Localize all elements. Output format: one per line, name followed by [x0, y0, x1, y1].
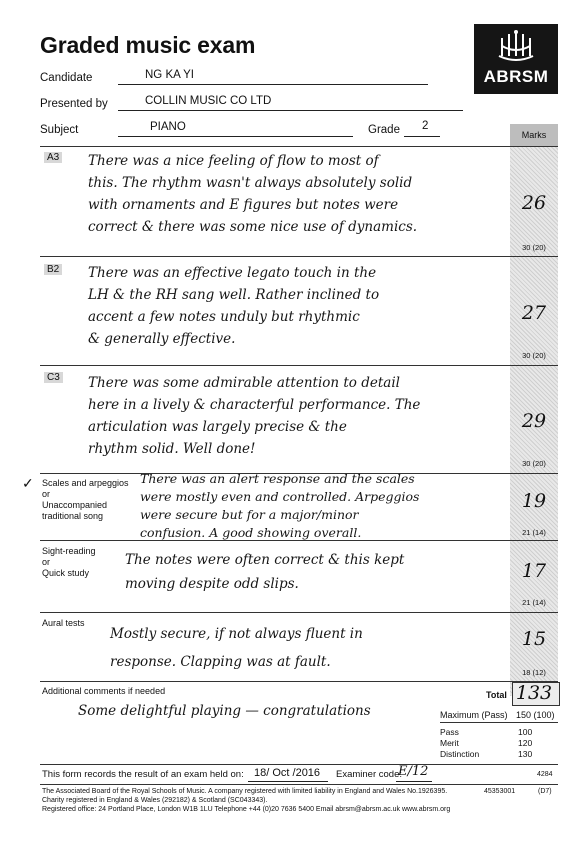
presented-line [118, 110, 463, 111]
legal-text: Charity registered in England & Wales (292182) & Scotland (SC043343). [42, 797, 268, 804]
date-line [248, 781, 328, 782]
scales-score: 19 [521, 490, 547, 512]
distinction-label: Distinction [440, 749, 480, 759]
comment-line: moving despite odd slips. [125, 576, 299, 592]
legal-text: Registered office: 24 Portland Place, London W1B 1LU Telephone +44 (0)20 7636 5400 Email abrsm@abrsm.ac.uk www.abrsm.org [42, 806, 451, 813]
presented-value: COLLIN MUSIC CO LTD [145, 95, 272, 107]
piece-code: B2 [44, 264, 62, 275]
sight-score: 17 [521, 560, 547, 582]
piece-code: A3 [44, 152, 62, 163]
maximum-label: Maximum (Pass) [440, 710, 508, 720]
section-divider [40, 612, 558, 613]
section-divider [40, 146, 558, 147]
abrsm-logo [474, 24, 558, 94]
comment-line: There was an alert response and the scales [140, 471, 415, 486]
scales-label-line: or [42, 489, 51, 499]
piece-max: 30 (20) [522, 459, 546, 468]
section-divider [40, 256, 558, 257]
piece-score: 26 [521, 192, 547, 214]
section-divider [40, 540, 558, 541]
total-label: Total [486, 690, 507, 700]
record-text: This form records the result of an exam held on: [42, 769, 244, 780]
scales-label-line: traditional song [42, 511, 104, 521]
crown-icon [496, 30, 536, 64]
form-number: 4284 [537, 771, 553, 778]
scales-label-line: Unaccompanied [42, 500, 108, 510]
scales-label-line: Scales and arpeggios [42, 478, 129, 488]
sight-label [42, 546, 96, 579]
grade-value: 2 [422, 120, 429, 132]
section-divider [40, 681, 558, 682]
examiner-line [396, 781, 432, 782]
comment-line: The notes were often correct & this kept [125, 552, 405, 568]
piece-max: 30 (20) [522, 243, 546, 252]
comment-line: were mostly even and controlled. Arpeggios [140, 489, 420, 504]
comment-line: rhythm solid. Well done! [88, 441, 256, 457]
scales-max: 21 (14) [522, 528, 546, 537]
exam-date: 18/ Oct /2016 [254, 767, 321, 779]
pass-label: Pass [440, 727, 459, 737]
sight-label-line: Quick study [42, 568, 90, 578]
piece-code: C3 [44, 372, 63, 383]
comment-line: accent a few notes unduly but rhythmic [88, 309, 360, 325]
sight-label-line: Sight-reading [42, 546, 96, 556]
pass-value: 100 [518, 727, 533, 737]
comment-line: with ornaments and E figures but notes were [88, 197, 399, 213]
comment-line: confusion. A good showing overall. [140, 525, 362, 540]
sight-max: 21 (14) [522, 598, 546, 607]
presented-label: Presented by [40, 98, 108, 110]
comment-line: There was some admirable attention to detail [88, 375, 400, 391]
candidate-value: NG KA YI [145, 69, 195, 81]
piece-score: 27 [521, 302, 547, 324]
piece-comment [88, 372, 420, 460]
comment-line: Mostly secure, if not always fluent in [110, 626, 363, 642]
comment-line: There was a nice feeling of flow to most of [88, 153, 379, 169]
comment-line: & generally effective. [88, 331, 236, 347]
merit-label: Merit [440, 738, 459, 748]
examiner-label: Examiner code: [336, 769, 403, 780]
subject-label: Subject [40, 124, 79, 136]
aural-comment [110, 620, 363, 676]
section-divider [40, 365, 558, 366]
piece-comment [88, 150, 417, 238]
additional-comment: Some delightful playing — congratulations [78, 703, 371, 719]
scales-label [42, 478, 129, 522]
comment-line: There was an effective legato touch in the [88, 265, 377, 281]
logo-text: ABRSM [483, 67, 549, 86]
comment-line: articulation was largely precise & the [88, 419, 347, 435]
legal-text: The Associated Board of the Royal Schools of Music. A company registered with limited liability in England and Wales No.1926395. [42, 788, 448, 795]
candidate-line [118, 84, 428, 85]
comment-line: LH & the RH sang well. Rather inclined to [88, 287, 380, 303]
maximum-value: 150 (100) [516, 710, 555, 720]
check-mark: ✓ [22, 476, 34, 492]
comment-line: were secure but for a major/minor [140, 507, 359, 522]
grade-line [404, 136, 440, 137]
sight-label-line: or [42, 557, 51, 567]
piece-max: 30 (20) [522, 351, 546, 360]
footer-divider [40, 784, 558, 785]
aural-label: Aural tests [42, 618, 85, 628]
subject-value: PIANO [150, 121, 186, 133]
grade-label: Grade [368, 124, 400, 136]
maximum-rule [440, 722, 558, 723]
comment-line: this. The rhythm wasn't always absolutely solid [88, 175, 413, 191]
scales-comment [140, 470, 419, 542]
piece-score: 29 [521, 410, 547, 432]
aural-max: 18 (12) [522, 668, 546, 677]
distinction-value: 130 [518, 749, 533, 759]
comment-line: correct & there was some nice use of dynamics. [88, 219, 418, 235]
reference-code: (D7) [538, 788, 552, 795]
comment-line: response. Clapping was at fault. [110, 654, 331, 670]
footer-divider [40, 764, 558, 765]
reference-number: 45353001 [484, 788, 516, 795]
aural-score: 15 [521, 628, 547, 650]
piece-comment [88, 262, 379, 350]
additional-label: Additional comments if needed [42, 686, 166, 696]
examiner-code: E/12 [398, 764, 429, 779]
comment-line: here in a lively & characterful performance. The [88, 397, 421, 413]
sight-comment [125, 548, 404, 596]
marks-header: Marks [510, 124, 558, 146]
form-title: Graded music exam [40, 32, 256, 58]
merit-value: 120 [518, 738, 533, 748]
subject-line [118, 136, 353, 137]
candidate-label: Candidate [40, 72, 93, 84]
total-value: 133 [515, 682, 553, 704]
